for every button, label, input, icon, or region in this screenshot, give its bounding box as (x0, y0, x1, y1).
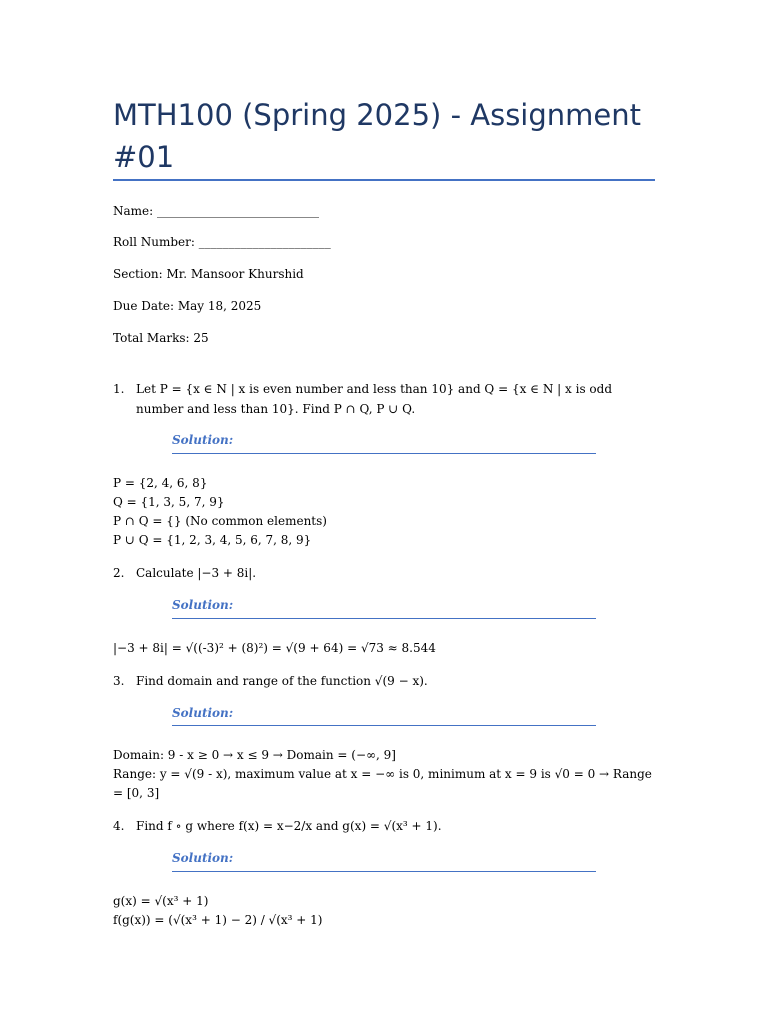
question-number: 4. (113, 819, 125, 833)
solution-heading: Solution: (172, 851, 234, 865)
solution-divider (172, 453, 596, 454)
solution-heading: Solution: (172, 598, 234, 612)
question-text: Find f ∘ g where f(x) = x−2/x and g(x) = √(x³ + 1). (136, 819, 442, 833)
question-1 (113, 379, 658, 419)
answer-line: Domain: 9 - x ≥ 0 → x ≤ 9 → Domain = (−∞, 9] (113, 748, 396, 762)
name-field: Name: ___________________________ (113, 204, 319, 218)
question-text: Calculate |−3 + 8i|. (136, 566, 257, 580)
answer-line: Q = {1, 3, 5, 7, 9} (113, 495, 225, 509)
page-title: MTH100 (Spring 2025) - Assignment #01 (113, 98, 641, 174)
solution-heading: Solution: (172, 706, 234, 720)
answer-line: Range: y = √(9 - x), maximum value at x = −∞ is 0, minimum at x = 9 is √0 = 0 → Range = [0, 3] (113, 767, 652, 800)
total-marks-field: Total Marks: 25 (113, 331, 209, 345)
question-2 (113, 563, 658, 583)
answer-line: g(x) = √(x³ + 1) (113, 894, 209, 908)
solution-divider (172, 725, 596, 726)
answer-4 (113, 892, 658, 930)
title-divider (113, 179, 655, 181)
due-date-field: Due Date: May 18, 2025 (113, 299, 262, 313)
answer-line: P ∪ Q = {1, 2, 3, 4, 5, 6, 7, 8, 9} (113, 533, 312, 547)
roll-number-field: Roll Number: ______________________ (113, 235, 331, 249)
section-field: Section: Mr. Mansoor Khurshid (113, 267, 304, 281)
question-number: 2. (113, 566, 125, 580)
question-4 (113, 816, 658, 836)
solution-heading: Solution: (172, 433, 234, 447)
solution-divider (172, 871, 596, 872)
question-text: Let P = {x ∈ N | x is even number and less than 10} and Q = {x ∈ N | x is odd number and less than 10}. Find P ∩ Q, P ∪ Q. (136, 382, 613, 416)
answer-3 (113, 746, 658, 803)
answer-2 (113, 639, 658, 658)
answer-1 (113, 474, 658, 550)
question-text: Find domain and range of the function √(9 − x). (136, 674, 428, 688)
answer-line: P = {2, 4, 6, 8} (113, 476, 208, 490)
answer-line: P ∩ Q = {} (No common elements) (113, 514, 327, 528)
question-number: 3. (113, 674, 125, 688)
answer-line: f(g(x)) = (√(x³ + 1) − 2) / √(x³ + 1) (113, 913, 323, 927)
answer-line: |−3 + 8i| = √((-3)² + (8)²) = √(9 + 64) = √73 ≈ 8.544 (113, 641, 436, 655)
question-number: 1. (113, 382, 125, 396)
question-3 (113, 671, 658, 691)
solution-divider (172, 618, 596, 619)
